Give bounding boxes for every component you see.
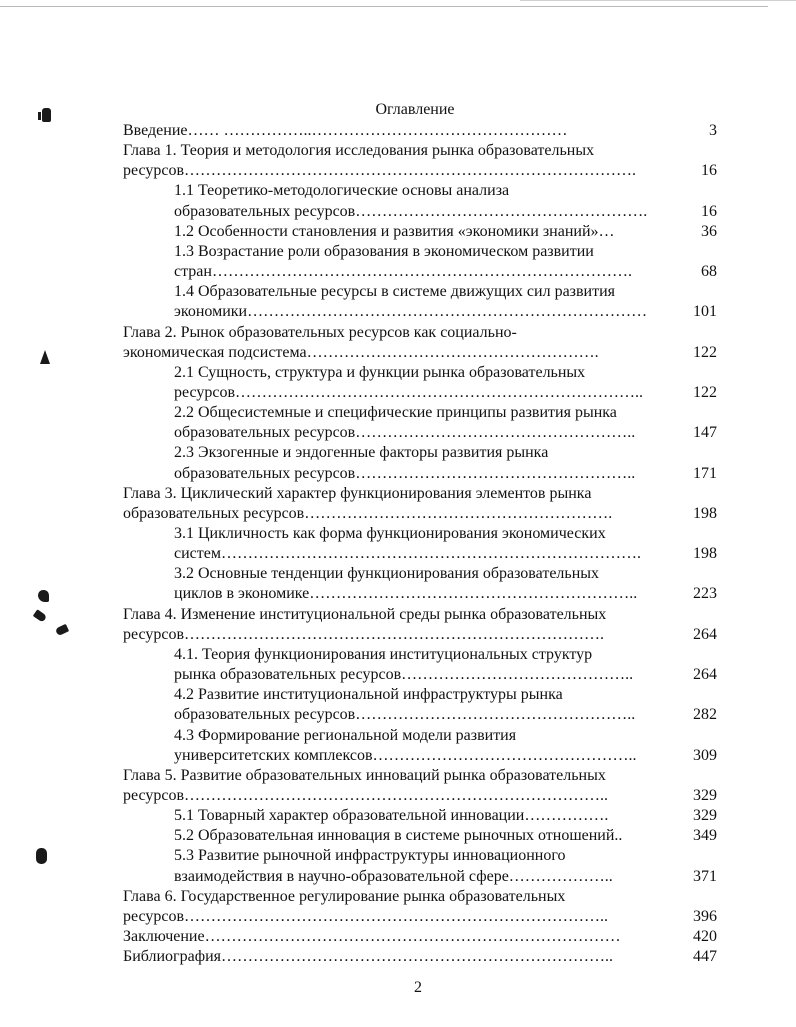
toc-entry-text: университетских комплексов………………………………………….. xyxy=(174,746,637,764)
toc-entry-text: образовательных ресурсов…………………………………………….. xyxy=(174,706,636,724)
toc-entry-text: 2.2 Общесистемные и специфические принципы развития рынка xyxy=(174,404,617,422)
toc-entry-text: систем……………………………………………………………………. xyxy=(174,545,641,563)
toc-entry-text: 4.1. Теория функционирования институциональных структур xyxy=(174,645,593,663)
toc-entry-page: 264 xyxy=(693,666,717,684)
toc-entry-text: 1.3 Возрастание роли образования в экономическом развитии xyxy=(174,242,594,260)
toc-entry-text: 1.4 Образовательные ресурсы в системе движущих сил развития xyxy=(174,283,616,301)
toc-entry-page: 420 xyxy=(693,928,717,945)
top-scan-line xyxy=(0,6,768,7)
toc-entry xyxy=(123,625,719,645)
toc-entry xyxy=(174,282,719,302)
toc-entry-page: 122 xyxy=(693,343,717,361)
toc-entry-text: Введение…… ……………..………………………………………… xyxy=(123,122,568,139)
toc-entry-text: образовательных ресурсов………………………………………………. xyxy=(174,202,648,220)
toc-entry xyxy=(123,947,719,967)
toc-entry-text: 4.2 Развитие институциональной инфраструктуры рынка xyxy=(174,686,563,704)
scan-blot xyxy=(38,590,49,602)
toc-entry xyxy=(174,464,719,484)
toc-entry-text: экономическая подсистема………………………………………………. xyxy=(123,343,599,361)
toc-entry-text: образовательных ресурсов…………………………………………………. xyxy=(123,504,613,522)
toc-entry xyxy=(174,867,719,887)
toc-entry xyxy=(174,181,719,201)
toc-entry xyxy=(123,766,719,786)
toc-entry xyxy=(174,665,719,685)
toc-entry-text: циклов в экономике…………………………………………………….. xyxy=(174,585,638,603)
toc-entry-page: 122 xyxy=(693,383,717,401)
toc-entry xyxy=(174,423,719,443)
toc-entry xyxy=(174,262,719,282)
toc-entry xyxy=(174,544,719,564)
toc-entry xyxy=(174,726,719,746)
toc-entry-text: 5.3 Развитие рыночной инфраструктуры инновационного xyxy=(174,847,566,865)
toc-entry-page: 349 xyxy=(693,827,717,845)
toc-title: Оглавление xyxy=(375,101,455,118)
toc-entry-page: 329 xyxy=(693,807,717,825)
toc-entry-text: взаимодействия в научно-образовательной сфере……………….. xyxy=(174,867,613,885)
toc-entry-text: Глава 3. Циклический характер функционирования элементов рынка xyxy=(123,484,592,502)
toc-entry xyxy=(174,806,719,826)
toc-entry-text: 5.2 Образовательная инновация в системе рыночных отношений.. xyxy=(174,827,623,845)
toc-entry-text: Библиография……………………………………………………………….. xyxy=(123,948,613,966)
toc-entry xyxy=(174,826,719,846)
toc-entry-text: 3.2 Основные тенденции функционирования образовательных xyxy=(174,565,600,583)
toc-entry-text: 2.1 Сущность, структура и функции рынка образовательных xyxy=(174,363,586,381)
toc-entry-text: Глава 5. Развитие образовательных инноваций рынка образовательных xyxy=(123,766,606,784)
toc-entry-page: 16 xyxy=(701,202,717,220)
toc-entry xyxy=(123,786,719,806)
toc-entry xyxy=(123,605,719,625)
toc-entry-page: 223 xyxy=(693,585,717,603)
toc-entry-text: ресурсов……………………………………………………………………. xyxy=(123,625,605,643)
toc-entry-text: стран……………………………………………………………………. xyxy=(174,263,632,281)
toc-entry xyxy=(174,222,719,242)
toc-entry xyxy=(123,161,719,181)
toc-entry xyxy=(123,141,719,161)
page-number: 2 xyxy=(414,979,422,996)
toc-entry-text: ресурсов…………………………………………………………………….. xyxy=(123,786,609,804)
toc-entry-text: Глава 4. Изменение институциональной среды рынка образовательных xyxy=(123,605,607,623)
toc-entry-text: 1.1 Теоретико-методологические основы анализа xyxy=(174,182,510,200)
toc-entry xyxy=(123,121,719,141)
toc-entry-page: 101 xyxy=(693,303,717,321)
toc-entry-page: 447 xyxy=(693,948,717,966)
toc-entry xyxy=(174,443,719,463)
toc-entry xyxy=(174,242,719,262)
toc-entry xyxy=(174,302,719,322)
toc-entry xyxy=(174,746,719,766)
scan-blot xyxy=(55,624,69,636)
toc-entry xyxy=(174,564,719,584)
toc-entry-text: ресурсов………………………………………………………………….. xyxy=(174,383,644,401)
toc-entry-page: 198 xyxy=(693,545,717,563)
toc-entry xyxy=(174,584,719,604)
toc-entry-text: Глава 2. Рынок образовательных ресурсов как социально- xyxy=(123,323,517,341)
toc-entry xyxy=(174,403,719,423)
toc-entry xyxy=(174,685,719,705)
toc-entry-text: 2.3 Экзогенные и эндогенные факторы развития рынка xyxy=(174,444,549,462)
scan-blot xyxy=(36,848,47,864)
toc-entry xyxy=(174,645,719,665)
toc-entry-page: 396 xyxy=(693,907,717,925)
toc-entry-text: образовательных ресурсов…………………………………………….. xyxy=(174,424,636,442)
toc-entry xyxy=(123,887,719,907)
toc-entry-text: образовательных ресурсов…………………………………………….. xyxy=(174,464,636,482)
toc-entry xyxy=(123,343,719,363)
toc-entry xyxy=(174,846,719,866)
toc-entry-text: ресурсов…………………………………………………………………………. xyxy=(123,162,637,180)
toc-entry-text: ресурсов…………………………………………………………………….. xyxy=(123,907,609,925)
toc-entry xyxy=(123,907,719,927)
toc-entry-page: 171 xyxy=(693,464,717,482)
toc-entry-page: 36 xyxy=(701,222,717,240)
toc-entry-text: 4.3 Формирование региональной модели развития xyxy=(174,726,517,744)
scan-blot xyxy=(40,350,50,364)
toc-entry-page: 3 xyxy=(709,122,717,139)
toc-entry-page: 309 xyxy=(693,746,717,764)
toc-entry xyxy=(174,363,719,383)
toc-entry-text: Глава 1. Теория и методология исследования рынка образовательных xyxy=(123,142,595,160)
toc-entry xyxy=(174,383,719,403)
toc-entry-page: 68 xyxy=(701,263,717,281)
toc-entry-page: 16 xyxy=(701,162,717,180)
toc-entry-text: Глава 6. Государственное регулирование рынка образовательных xyxy=(123,887,566,905)
toc-entry xyxy=(123,323,719,343)
toc-entry xyxy=(123,504,719,524)
toc-entry-text: 3.1 Цикличность как форма функционирования экономических xyxy=(174,525,606,542)
toc-entry-text: 1.2 Особенности становления и развития «экономики знаний»… xyxy=(174,222,615,240)
toc-entry-text: экономики………………………………………………………………… xyxy=(174,303,648,321)
toc-entry xyxy=(174,705,719,725)
toc-entry-page: 329 xyxy=(693,786,717,804)
toc-entry xyxy=(174,202,719,222)
toc-entry-text: рынка образовательных ресурсов…………………………………….. xyxy=(174,666,634,684)
toc-entry xyxy=(123,927,719,947)
toc-entry xyxy=(123,484,719,504)
toc-entry-page: 282 xyxy=(693,706,717,724)
toc-entry-page: 147 xyxy=(693,424,717,442)
toc-entry-page: 371 xyxy=(693,867,717,885)
top-scan-line-right xyxy=(520,0,796,1)
toc-entry-page: 264 xyxy=(693,625,717,643)
toc-entry-text: Заключение…………………………………………………………………… xyxy=(123,928,621,945)
toc-entry-page: 198 xyxy=(693,504,717,522)
toc-entry-text: 5.1 Товарный характер образовательной инновации……………. xyxy=(174,807,609,825)
toc-entry xyxy=(174,524,719,544)
scan-blot xyxy=(33,609,47,622)
